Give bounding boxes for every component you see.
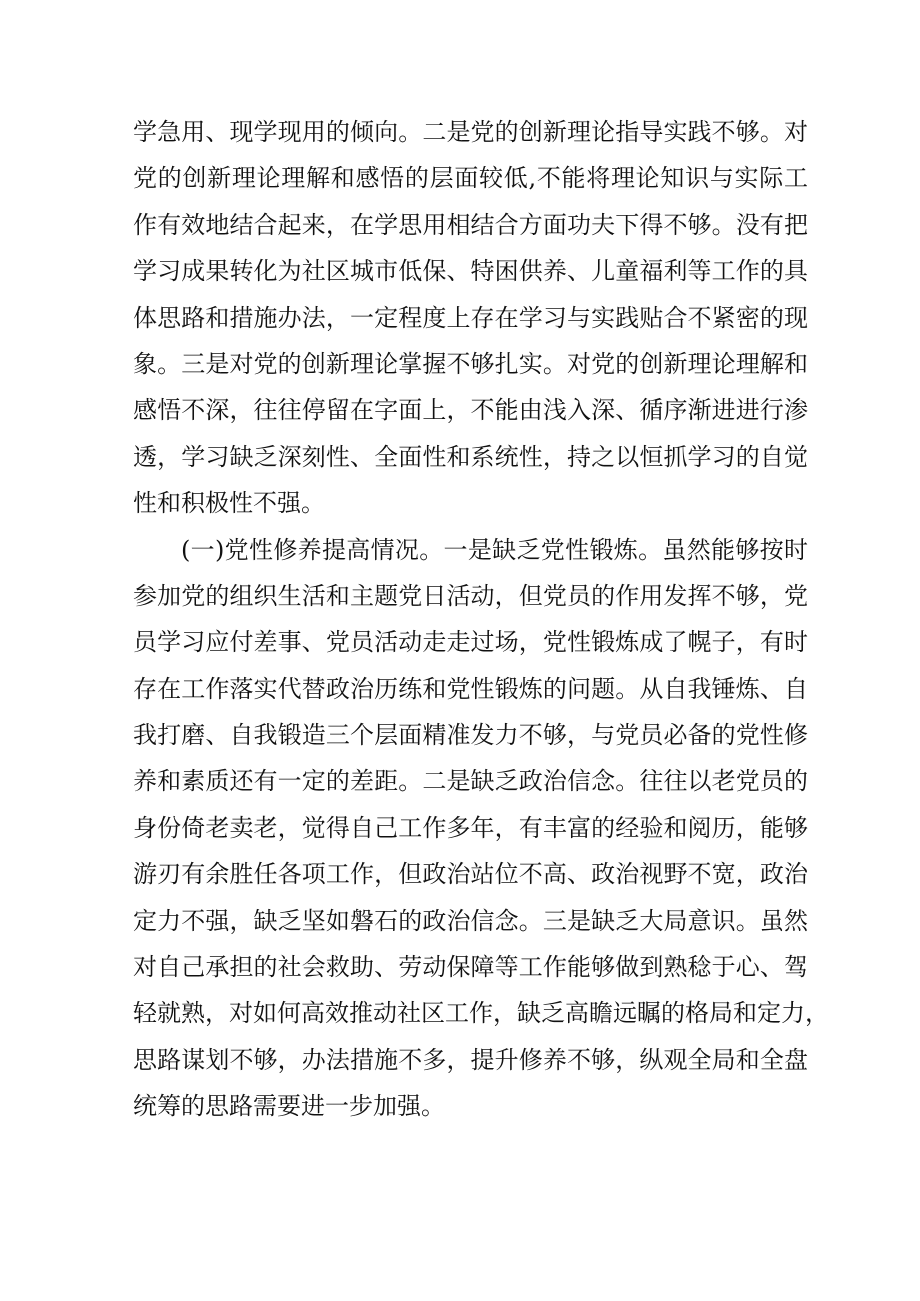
text-line: 作有效地结合起来，在学思用相结合方面功夫下得不够。没有把 (133, 210, 808, 239)
text-line: 员学习应付差事、党员活动走走过场，党性锻炼成了幌子，有时 (133, 628, 808, 657)
text-line: 游刃有余胜任各项工作，但政治站位不高、政治视野不宽，政治 (133, 860, 808, 889)
text-line: 我打磨、自我锻造三个层面精准发力不够，与党员必备的党性修 (133, 721, 808, 750)
text-line: 轻就熟，对如何高效推动社区工作，缺乏高瞻远瞩的格局和定力， (133, 999, 829, 1028)
text-line: 思路谋划不够，办法措施不多，提升修养不够，纵观全局和全盘 (133, 1045, 808, 1074)
text-line: 参加党的组织生活和主题党日活动，但党员的作用发挥不够，党 (133, 581, 808, 610)
text-line: 存在工作落实代替政治历练和党性锻炼的问题。从自我锤炼、自 (133, 674, 808, 703)
text-line: 养和素质还有一定的差距。二是缺乏政治信念。往往以老党员的 (133, 767, 808, 796)
paragraph (133, 527, 829, 1130)
text-line: 党的创新理论理解和感悟的层面较低,不能将理论知识与实际工 (133, 164, 808, 193)
document-body (133, 109, 829, 1130)
text-line: 定力不强，缺乏坚如磐石的政治信念。三是缺乏大局意识。虽然 (133, 906, 808, 935)
paragraph (133, 109, 808, 527)
text-line: 统筹的思路需要进一步加强。 (133, 1092, 445, 1121)
text-line: 性和积极性不强。 (133, 489, 325, 518)
text-line: 感悟不深，往往停留在字面上，不能由浅入深、循序渐进进行渗 (133, 396, 808, 425)
text-line: 透，学习缺乏深刻性、全面性和系统性，持之以恒抓学习的自觉 (133, 442, 808, 471)
text-line: 学急用、现学现用的倾向。二是党的创新理论指导实践不够。对 (133, 118, 808, 146)
text-line: 学习成果转化为社区城市低保、特困供养、儿童福利等工作的具 (133, 257, 808, 286)
text-line: (一)党性修养提高情况。一是缺乏党性锻炼。虽然能够按时 (181, 535, 808, 564)
text-line: 身份倚老卖老，觉得自己工作多年，有丰富的经验和阅历，能够 (133, 813, 808, 842)
text-line: 对自己承担的社会救助、劳动保障等工作能够做到熟稔于心、驾 (133, 953, 808, 982)
text-line: 象。三是对党的创新理论掌握不够扎实。对党的创新理论理解和 (133, 349, 808, 378)
text-line: 体思路和措施办法，一定程度上存在学习与实践贴合不紧密的现 (133, 303, 808, 332)
